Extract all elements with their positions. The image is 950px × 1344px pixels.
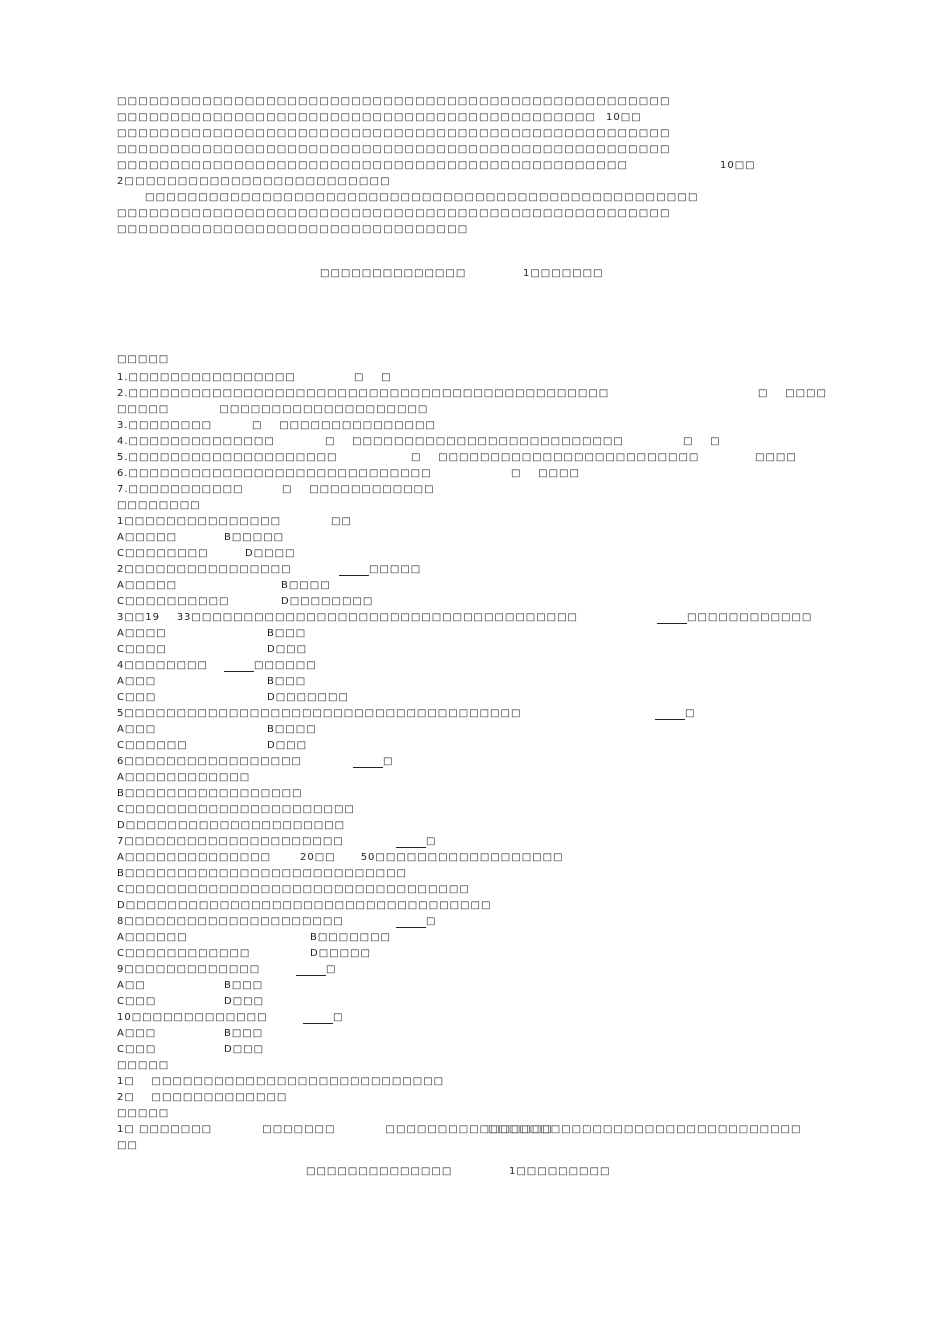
question-tail-text: □□□□□□ xyxy=(254,660,317,671)
question-text: 7□□□□□□□□□□□□□□□□□□□□□ xyxy=(117,836,344,847)
paragraph-line: □□□□□□□□□□□□□□□□□□□□□□□□□□□□□□□□□□□□□□□□□□□□□□□□ xyxy=(117,160,629,171)
question-tail xyxy=(303,1012,343,1024)
fill-bracket: □□□□ xyxy=(755,452,797,463)
option-b: B□□□ xyxy=(224,980,264,991)
question-tail xyxy=(224,660,317,672)
option-a: A□□□□ xyxy=(117,628,167,639)
option-c: C□□□□□□ xyxy=(117,740,188,751)
option-d: D□□□□□□□ xyxy=(267,692,349,703)
option-a: A□□□□□□ xyxy=(117,932,188,943)
option-b: B□□□□□ xyxy=(224,532,285,543)
option-c: C□□□□□□□□□□□□□□□□□□□□□□□□□□□□□□□□□ xyxy=(117,884,470,895)
section-title: □□□□□ xyxy=(117,1108,170,1119)
fill-item: 7.□□□□□□□□□□□ xyxy=(117,484,244,495)
option-b: B□□□ xyxy=(267,676,307,687)
question-text: 3□□19 33□□□□□□□□□□□□□□□□□□□□□□□□□□□□□□□□□□□□□ xyxy=(117,612,579,623)
section-title: □□□□□ xyxy=(117,354,170,365)
question-tail: □□ xyxy=(331,516,352,527)
option-b: B□□□ xyxy=(224,1028,264,1039)
option-d: D□□□ xyxy=(267,740,308,751)
paragraph-line: □□□□□□□□□□□□□□□□□□□□□□□□□□□□□□□□□□□□□□□□□□□□□□□□□□□□ xyxy=(117,96,671,107)
option-d: D□□□ xyxy=(267,644,308,655)
paragraph-line: □□□□□□□□□□□□□□□□□□□□□□□□□□□□□□□□□□□□□□□□□□□□□□□□□□□□ xyxy=(117,208,671,219)
option-d: D□□□ xyxy=(224,1044,265,1055)
answer-blank xyxy=(303,1013,333,1024)
paragraph-line: □□□□□□□□□□□□□□□□□□□□□□□□□□□□□□□□□□□□□□□□□□□□□□□□□□□□ xyxy=(117,144,671,155)
question-tail xyxy=(339,564,421,576)
question-text: 8□□□□□□□□□□□□□□□□□□□□□ xyxy=(117,916,344,927)
essay-item-cont: □□□□□□□□□□□□□□□□□□□□□□□□□□□□□□ xyxy=(488,1124,802,1135)
option-a: A□□□ xyxy=(117,724,157,735)
paragraph-line: □□□□□□□□□□□□□□□□□□□□□□□□□□□□□□□□□□□□□□□□□□□□□□□□□□□□ xyxy=(117,128,671,139)
section-title: □□□□□ xyxy=(117,1060,170,1071)
question-text: 2□□□□□□□□□□□□□□□□ xyxy=(117,564,292,575)
section-title: □□□□□□□□ xyxy=(117,500,201,511)
question-tail-text: □ xyxy=(333,1012,344,1023)
fill-bracket: □ □□□□□□□□□□□□□□□ xyxy=(252,420,436,431)
option-c: C□□□ xyxy=(117,692,157,703)
question-tail-text: □ xyxy=(685,708,696,719)
question-tail xyxy=(657,612,812,624)
option-c: C□□□□□□□□ xyxy=(117,548,209,559)
option-b: B□□□□ xyxy=(281,580,331,591)
fill-item: 3.□□□□□□□□ xyxy=(117,420,213,431)
fill-item: □□□□□ □□□□□□□□□□□□□□□□□□□□ xyxy=(117,404,429,415)
option-a: A□□□□□ xyxy=(117,532,178,543)
fill-item: 4.□□□□□□□□□□□□□□ xyxy=(117,436,275,447)
fill-bracket: □ □□□□□□□□□□□□ xyxy=(282,484,435,495)
answer-blank xyxy=(296,965,326,976)
paragraph-line: □□□□□□□□□□□□□□□□□□□□□□□□□□□□□□□□□□□□□□□□□□□□□ xyxy=(117,112,597,123)
answer-blank xyxy=(655,709,685,720)
question-tail-text: □□□□□□□□□□□□ xyxy=(687,612,813,623)
short-answer-item: 2□ □□□□□□□□□□□□□ xyxy=(117,1092,288,1103)
fill-item: 6.□□□□□□□□□□□□□□□□□□□□□□□□□□□□□ xyxy=(117,468,432,479)
option-b: B□□□ xyxy=(267,628,307,639)
page-number: 1□□□□□□□□□ xyxy=(509,1166,611,1177)
essay-item: 1□ □□□□□□□ □□□□□□□ □□□□□□□□□□□□□□□□ xyxy=(117,1124,553,1135)
option-d: D□□□ xyxy=(224,996,265,1007)
question-tail xyxy=(396,836,436,848)
answer-blank xyxy=(396,917,426,928)
option-c: C□□□□□□□□□□□□□□□□□□□□□□ xyxy=(117,804,355,815)
option-a: A□□□ xyxy=(117,1028,157,1039)
question-tail xyxy=(296,964,336,976)
question-tail-text: □□□□□ xyxy=(369,564,422,575)
option-c: C□□□□□□□□□□□□ xyxy=(117,948,251,959)
paragraph-line: □□□□□□□□□□□□□□□□□□□□□□□□□□□□□□□□□ xyxy=(117,224,469,235)
question-text: 4□□□□□□□□ xyxy=(117,660,208,671)
option-d: D□□□□□□□□ xyxy=(281,596,374,607)
option-d: D□□□□□□□□□□□□□□□□□□□□□□□□□□□□□□□□□□□ xyxy=(117,900,492,911)
question-text: 9□□□□□□□□□□□□□ xyxy=(117,964,261,975)
fill-item: 2.□□□□□□□□□□□□□□□□□□□□□□□□□□□□□□□□□□□□□□□□□□□□□□ xyxy=(117,388,610,399)
fill-bracket: □ □□□□□□□□□□□□□□□□□□□□□□□□□□ xyxy=(325,436,624,447)
option-d: D□□□□□ xyxy=(310,948,371,959)
question-text: 5□□□□□□□□□□□□□□□□□□□□□□□□□□□□□□□□□□□□□□ xyxy=(117,708,522,719)
option-a-cont: 20□□ 50□□□□□□□□□□□□□□□□□□ xyxy=(300,852,564,863)
essay-item-cont: □□ xyxy=(117,1140,138,1151)
option-b: B□□□□ xyxy=(267,724,317,735)
fill-bracket: □ □□□□ xyxy=(758,388,827,399)
question-tail xyxy=(396,916,436,928)
question-tail-text: □ xyxy=(426,916,437,927)
option-d: D□□□□□□□□□□□□□□□□□□□□□ xyxy=(117,820,346,831)
question-heading: 2□□□□□□□□□□□□□□□□□□□□□□□□□ xyxy=(117,176,391,187)
option-b: B□□□□□□□ xyxy=(310,932,391,943)
option-c: C□□□□□□□□□□ xyxy=(117,596,230,607)
option-d: D□□□□ xyxy=(245,548,296,559)
fill-item: 5.□□□□□□□□□□□□□□□□□□□□ xyxy=(117,452,338,463)
option-a: A□□□□□ xyxy=(117,580,178,591)
answer-blank xyxy=(657,613,687,624)
answer-blank xyxy=(339,565,369,576)
question-text: 6□□□□□□□□□□□□□□□□□ xyxy=(117,756,302,767)
page-footer-title: □□□□□□□□□□□□□□ xyxy=(320,268,467,279)
short-answer-item: 1□ □□□□□□□□□□□□□□□□□□□□□□□□□□□□ xyxy=(117,1076,445,1087)
question-text: 10□□□□□□□□□□□□□ xyxy=(117,1012,268,1023)
fill-bracket: □ □ xyxy=(354,372,392,383)
option-a: A□□ xyxy=(117,980,146,991)
option-b: B□□□□□□□□□□□□□□□□□□□□□□□□□□□ xyxy=(117,868,407,879)
option-c: C□□□ xyxy=(117,996,157,1007)
answer-blank xyxy=(396,837,426,848)
page-number: 1□□□□□□□ xyxy=(523,268,604,279)
question-tail-text: □ xyxy=(383,756,394,767)
page-footer-title: □□□□□□□□□□□□□□ xyxy=(306,1166,453,1177)
question-tail-text: □ xyxy=(326,964,337,975)
paragraph-line: □□□□□□□□□□□□□□□□□□□□□□□□□□□□□□□□□□□□□□□□□□□□□□□□□□□□ xyxy=(145,192,699,203)
option-c: C□□□ xyxy=(117,1044,157,1055)
question-text: 1□□□□□□□□□□□□□□□ xyxy=(117,516,282,527)
fill-bracket: □ □ xyxy=(683,436,721,447)
answer-blank xyxy=(224,661,254,672)
fill-bracket: □ □□□□□□□□□□□□□□□□□□□□□□□□□ xyxy=(411,452,700,463)
score-label: 10□□ xyxy=(720,160,756,171)
fill-bracket: □ □□□□ xyxy=(511,468,580,479)
fill-item: 1.□□□□□□□□□□□□□□□□ xyxy=(117,372,296,383)
answer-blank xyxy=(353,757,383,768)
question-tail xyxy=(655,708,695,720)
option-b: B□□□□□□□□□□□□□□□□□ xyxy=(117,788,303,799)
score-label: 10□□ xyxy=(606,112,642,123)
option-a: A□□□□□□□□□□□□□□ xyxy=(117,852,272,863)
question-tail-text: □ xyxy=(426,836,437,847)
option-c: C□□□□ xyxy=(117,644,167,655)
question-tail xyxy=(353,756,393,768)
option-a: A□□□ xyxy=(117,676,157,687)
option-a: A□□□□□□□□□□□□ xyxy=(117,772,251,783)
